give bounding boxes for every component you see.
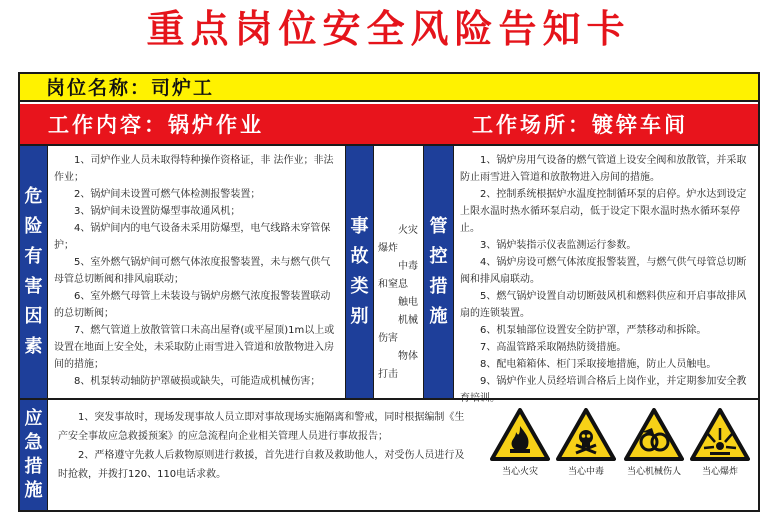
emergency-item: 1、突发事故时，现场发现事故人员立即对事故现场实施隔离和警戒，同时根据编制《生产安全事故应急救援预案》的应急流程向企业相关管理人员进行事故报告；: [58, 412, 465, 442]
control-item: 6、机泵轴部位设置安全防护罩，严禁移动和拆除。: [480, 325, 707, 336]
emergency-list: [58, 408, 474, 484]
warning-sign-poison: [553, 408, 619, 477]
accident-item: 物体打击: [378, 351, 418, 380]
card-title: 重点岗位安全风险告知卡: [146, 7, 631, 51]
controls-content: [454, 146, 758, 398]
control-item: 7、高温管路采取隔热防烫措施。: [480, 342, 627, 353]
post-name-row: [20, 74, 758, 102]
hazards-content: [48, 146, 346, 398]
accident-item: 机械伤害: [378, 315, 418, 344]
warning-sign-explosion: [687, 408, 753, 477]
hazard-item: 8、机泵转动轴防护罩破损或缺失，可能造成机械伤害；: [74, 376, 321, 387]
controls-list: [460, 152, 750, 407]
machinery-icon: [619, 408, 689, 462]
accidents-label: 事 故 类 别: [346, 146, 374, 398]
control-item: 1、锅炉房用气设备的燃气管道上设安全阀和放散管，并采取防止雨雪进入管道和放散物进入房间的措施。: [460, 155, 747, 183]
control-item: 8、配电箱箱体、柜门采取接地措施，防止人员触电。: [480, 359, 717, 370]
sign-caption: 当心爆炸: [701, 467, 738, 477]
accidents-list: [374, 222, 423, 384]
fire-icon: [487, 408, 553, 462]
post-name: 岗位名称：司炉工: [46, 77, 215, 99]
control-item: 5、燃气锅炉设置自动切断鼓风机和燃料供应和开启事故排风扇的连锁装置。: [460, 291, 747, 319]
hazard-item: 7、燃气管道上放散管管口未高出屋脊(或平屋顶)1m以上或设置在地面上安全处，未采取防止雨雪进入管道和放散物进入房间的措施；: [54, 325, 335, 370]
accident-item: 火灾爆炸: [378, 225, 418, 254]
control-item: 3、锅炉装指示仪表监测运行参数。: [480, 240, 637, 251]
sign-caption: 当心中毒: [567, 467, 604, 477]
accident-item: 触电: [398, 297, 418, 308]
hazard-item: 6、室外燃气母管上未装设与锅炉房燃气浓度报警装置联动的总切断阀；: [54, 291, 331, 319]
emergency-label: 应 急 措 施: [20, 400, 48, 510]
warning-sign-fire: [487, 408, 553, 477]
hazard-item: 3、锅炉间未设置防爆型事故通风机；: [74, 206, 241, 217]
hazards-label: 危 险 有 害 因 素: [20, 146, 48, 398]
accident-item: 中毒和窒息: [378, 261, 418, 290]
hazards-list: [54, 152, 335, 390]
emergency-content: [48, 400, 484, 510]
work-place: 工作场所：镀锌车间: [472, 113, 688, 137]
controls-label: 管 控 措 施: [424, 146, 454, 398]
emergency-item: 2、严格遵守先救人后救物原则进行救援，首先进行自救及救助他人，对受伤人员进行及时抢救，并拨打120、110电话求救。: [58, 450, 465, 480]
sign-caption: 当心火灾: [501, 467, 538, 477]
explosion-icon: [687, 408, 753, 462]
hazard-item: 2、锅炉间未设置可燃气体检测报警装置；: [74, 189, 261, 200]
hazard-item: 1、司炉作业人员未取得特种操作资格证，非 法作业；非法作业；: [54, 155, 334, 183]
warning-sign-machinery: [619, 408, 689, 477]
control-item: 2、控制系统根据炉水温度控制循环泵的启停。炉水达到设定上限水温时热水循环泵启动，低于设定下限水温时热水循环泵停止。: [460, 189, 747, 234]
hazard-item: 4、锅炉间内的电气设备未采用防爆型，电气线路未穿管保护；: [54, 223, 331, 251]
sign-caption: 当心机械伤人: [626, 467, 681, 477]
hazard-item: 5、室外燃气锅炉间可燃气体浓度报警装置，未与燃气供气母管总切断阀和排风扇联动；: [54, 257, 331, 285]
control-item: 4、锅炉房设可燃气体浓度报警装置，与燃气供气母管总切断阀和排风扇联动。: [460, 257, 747, 285]
control-item: 9、锅炉作业人员经培训合格后上岗作业，并定期参加安全教: [480, 376, 747, 387]
poison-icon: [553, 408, 619, 462]
work-content: 工作内容：锅炉作业: [48, 113, 264, 137]
accidents-content: [374, 146, 424, 398]
work-row: [20, 104, 758, 146]
